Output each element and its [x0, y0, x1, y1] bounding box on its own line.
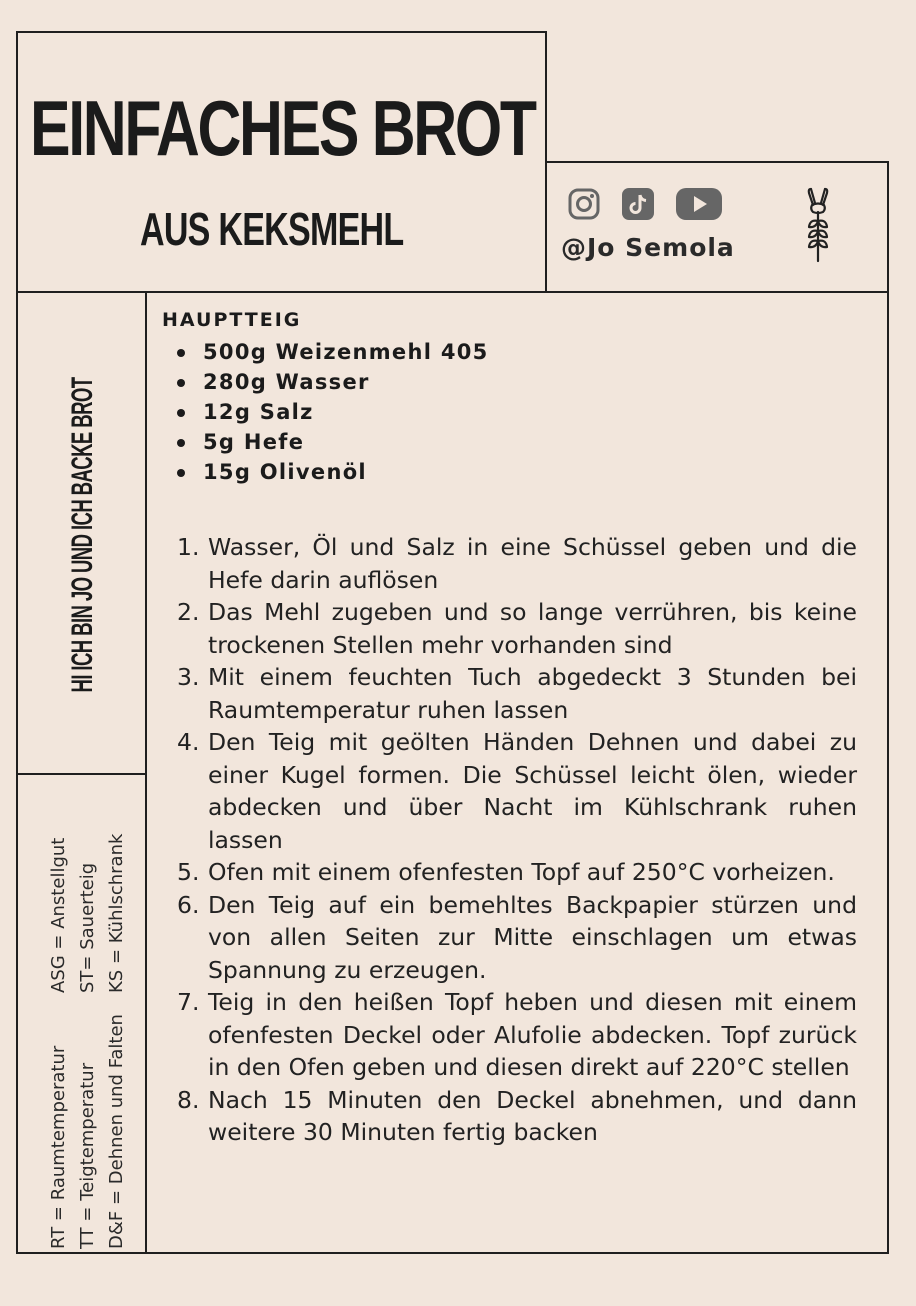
wheat-peace-icon [801, 185, 835, 269]
ingredient-item: 500g Weizenmehl 405 [175, 337, 489, 367]
step-number: 6. [177, 890, 200, 919]
recipe-subtitle: AUS KEKSMEHL [140, 203, 404, 255]
title-box [16, 31, 547, 293]
social-box [545, 161, 889, 293]
abbreviation: ST= Sauerteig [77, 862, 98, 993]
ingredient-item: 12g Salz [175, 397, 489, 427]
step-number: 5. [177, 858, 200, 886]
abbreviation: RT = Raumtemperatur [48, 1045, 69, 1249]
step-number: 2. [177, 598, 200, 626]
abbreviations-box [16, 773, 147, 1254]
step-text: Wasser, Öl und Salz in eine Schüssel geben und die Hefe darin auflösen [208, 533, 857, 594]
recipe-box [145, 291, 889, 1254]
ingredients-heading: HAUPTTEIG [162, 309, 302, 331]
abbreviation: ASG = Anstellgut [48, 837, 69, 993]
tiktok-icon[interactable] [621, 187, 655, 225]
step-number: 4. [177, 728, 200, 756]
ingredient-item: 15g Olivenöl [175, 457, 489, 487]
step-number: 1. [177, 533, 200, 561]
step-item [177, 1084, 857, 1149]
step-text: Das Mehl zugeben und so lange verrühren, bis keine trockenen Stellen mehr vorhanden sind [208, 598, 857, 659]
step-item [177, 596, 857, 661]
step-number: 8. [177, 1085, 200, 1114]
step-number: 7. [177, 988, 200, 1016]
abbreviation: D&F = Dehnen und Falten [106, 1014, 127, 1249]
step-text: Ofen mit einem ofenfesten Topf auf 250°C vorheizen. [208, 858, 835, 886]
youtube-icon[interactable] [675, 187, 723, 225]
step-item [177, 856, 857, 889]
step-text: Mit einem feuchten Tuch abgedeckt 3 Stunden bei Raumtemperatur ruhen lassen [208, 663, 857, 724]
step-text: Nach 15 Minuten den Deckel abnehmen, und dann weitere 30 Minuten fertig backen [208, 1085, 857, 1146]
abbreviations-column-2 [44, 1014, 131, 1249]
steps-list [177, 531, 857, 1149]
slogan-box [16, 291, 147, 775]
step-item [177, 889, 857, 987]
step-text: Teig in den heißen Topf heben und diesen mit einem ofenfesten Deckel oder Alufolie abdecken. Topf zurück in den Ofen geben und diesen direkt auf 220°C stellen [208, 988, 857, 1081]
step-text: Den Teig auf ein bemehltes Backpapier stürzen und von allen Seiten zur Mitte einschlagen um etwas Spannung zu erzeugen. [208, 890, 857, 984]
slogan-text: HI ICH BIN JO UND ICH BACKE BROT [66, 377, 99, 693]
instagram-icon[interactable] [567, 187, 601, 225]
ingredients-list [175, 337, 489, 487]
step-item [177, 986, 857, 1084]
step-item [177, 661, 857, 726]
social-handle: @Jo Semola [561, 233, 735, 262]
abbreviations-column-1 [44, 834, 131, 993]
recipe-title: EINFACHES BROT [30, 84, 535, 172]
abbreviation: TT = Teigtemperatur [77, 1062, 98, 1249]
step-item [177, 726, 857, 856]
ingredient-item: 5g Hefe [175, 427, 489, 457]
abbreviation: KS = Kühlschrank [106, 833, 127, 993]
slogan-wrapper [66, 281, 100, 789]
ingredient-item: 280g Wasser [175, 367, 489, 397]
step-item [177, 531, 857, 596]
step-number: 3. [177, 663, 200, 691]
step-text: Den Teig mit geölten Händen Dehnen und dabei zu einer Kugel formen. Die Schüssel leicht ölen, wieder abdecken und über Nacht im Kühlschrank ruhen lassen [208, 728, 857, 854]
